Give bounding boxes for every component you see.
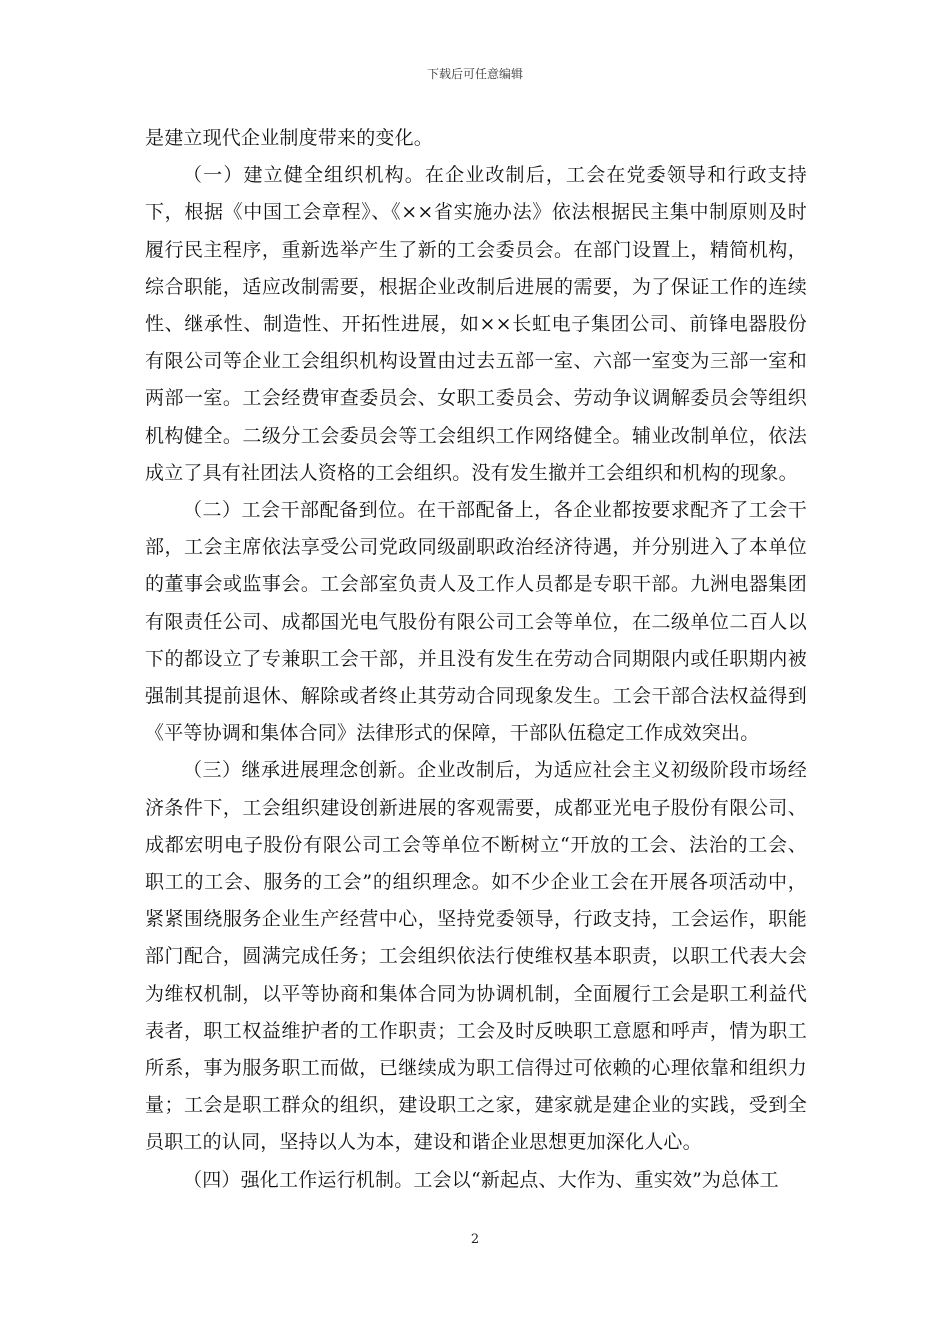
- paragraph-section-2: （二）工会干部配备到位。在干部配备上，各企业都按要求配齐了工会干部，工会主席依法享受公司党政同级副职政治经济待遇，并分别进入了本单位的董事会或监事会。工会部室负责人及工作人员都是专职干部。九洲电器集团有限责任公司、成都国光电气股份有限公司工会等单位，在二级单位二百人以下的都设立了专兼职工会干部，并且没有发生在劳动合同期限内或任职期内被强制其提前退休、解除或者终止其劳动合同现象发生。工会干部合法权益得到《平等协调和集体合同》法律形式的保障，干部队伍稳定工作成效突出。: [145, 499, 807, 745]
- paragraph-continuation: 是建立现代企业制度带来的变化。: [145, 127, 434, 149]
- paragraph-section-4: （四）强化工作运行机制。工会以“新起点、大作为、重实效”为总体工: [183, 1168, 779, 1191]
- document-body: [145, 120, 807, 1199]
- page-number: 2: [470, 1232, 480, 1247]
- paragraph-section-1: （一）建立健全组织机构。在企业改制后，工会在党委领导和行政支持下，根据《中国工会章程》、《××省实施办法》依法根据民主集中制原则及时履行民主程序，重新选举产生了新的工会委员会。在部门设置上，精简机构，综合职能，适应改制需要，根据企业改制后进展的需要，为了保证工作的连续性、继承性、制造性、开拓性进展，如××长虹电子集团公司、前锋电器股份有限公司等企业工会组织机构设置由过去五部一室、六部一室变为三部一室和两部一室。工会经费审查委员会、女职工委员会、劳动争议调解委员会等组织机构健全。二级分工会委员会等工会组织工作网络健全。辅业改制单位，依法成立了具有社团法人资格的工会组织。没有发生撤并工会组织和机构的现象。: [145, 164, 807, 484]
- paragraph-section-3: （三）继承进展理念创新。企业改制后，为适应社会主义初级阶段市场经济条件下，工会组织建设创新进展的客观需要，成都亚光电子股份有限公司、成都宏明电子股份有限公司工会等单位不断树立“开放的工会、法治的工会、职工的工会、服务的工会”的组织理念。如不少企业工会在开展各项活动中，紧紧围绕服务企业生产经营中心，坚持党委领导，行政支持，工会运作，职能部门配合，圆满完成任务；工会组织依法行使维权基本职责，以职工代表大会为维权机制，以平等协商和集体合同为协调机制，全面履行工会是职工利益代表者，职工权益维护者的工作职责；工会及时反映职工意愿和呼声，情为职工所系，事为服务职工而做，已继续成为职工信得过可依赖的心理依靠和组织力量；工会是职工群众的组织，建设职工之家，建家就是建企业的实践，受到全员职工的认同，坚持以人为本，建设和谐企业思想更加深化人心。: [145, 759, 807, 1154]
- page-header-note: 下载后可任意编辑: [426, 67, 523, 81]
